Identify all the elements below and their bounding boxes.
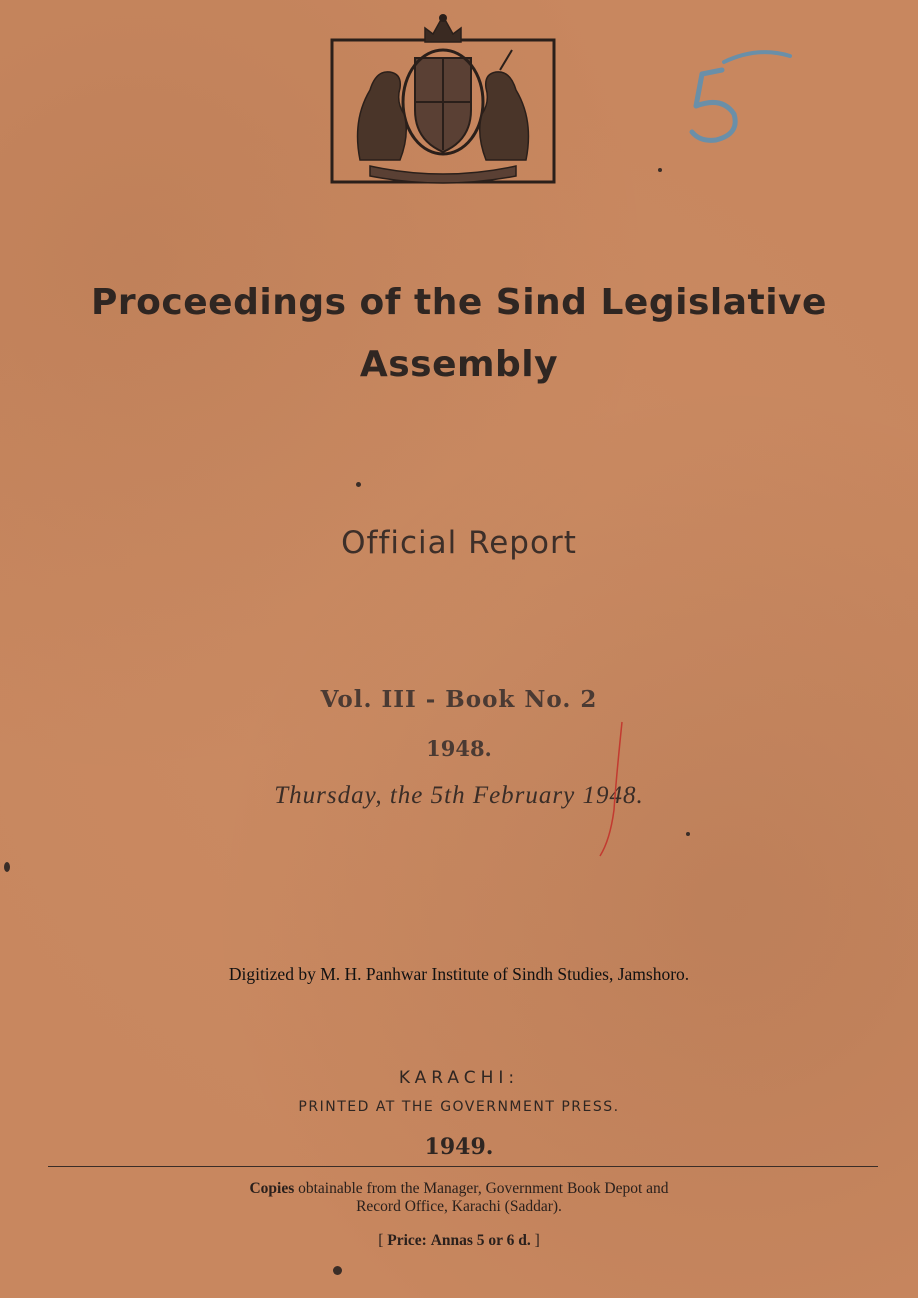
report-subtitle: Official Report (341, 525, 577, 561)
ink-spot (333, 1266, 342, 1275)
handwritten-number-annotation (678, 40, 798, 150)
imprint-year: 1949. (424, 1134, 494, 1160)
availability-line-1: obtainable from the Manager, Government Book Depot and (298, 1180, 669, 1197)
royal-coat-of-arms-icon (330, 10, 556, 184)
imprint-press: PRINTED AT THE GOVERNMENT PRESS. (298, 1099, 620, 1115)
digitization-note: Digitized by M. H. Panhwar Institute of Sindh Studies, Jamshoro. (228, 964, 690, 984)
ink-spot (4, 862, 10, 872)
price-close-bracket: ] (534, 1232, 540, 1249)
ink-spot (658, 168, 662, 172)
availability-note (0, 1180, 918, 1216)
price-label: Price: (387, 1232, 427, 1249)
price-open-bracket: [ (378, 1232, 384, 1249)
availability-lead: Copies (249, 1180, 295, 1197)
price-note (0, 1232, 918, 1250)
document-title-line-2: Assembly (359, 344, 559, 385)
availability-line-2: Record Office, Karachi (Saddar). (356, 1198, 562, 1215)
ink-spot (356, 482, 361, 487)
document-title-line-1: Proceedings of the Sind Legislative (91, 282, 827, 323)
session-date: Thursday, the 5th February 1948. (274, 782, 644, 809)
volume-year: 1948. (426, 736, 492, 761)
divider-rule (48, 1166, 878, 1167)
red-ink-mark (590, 720, 630, 860)
volume-number: Vol. III - Book No. 2 (320, 686, 598, 713)
ink-spot (686, 832, 690, 836)
imprint-city: KARACHI: (398, 1068, 520, 1088)
price-amount: Annas 5 or 6 d. (430, 1232, 531, 1249)
